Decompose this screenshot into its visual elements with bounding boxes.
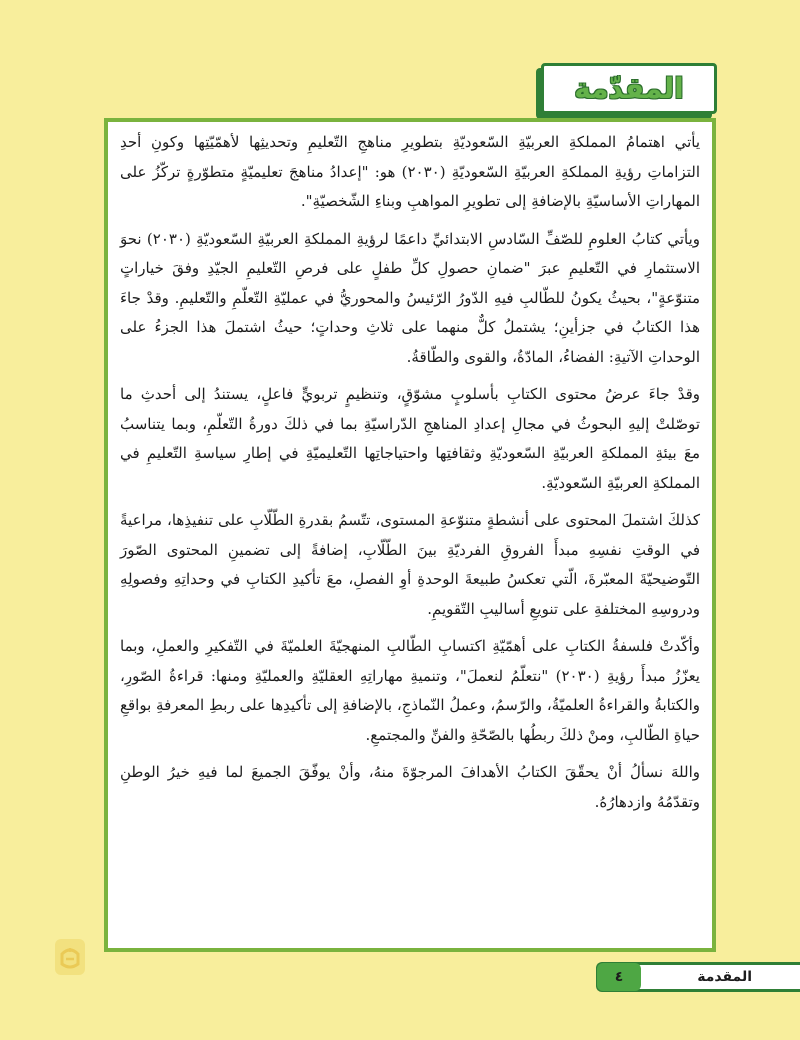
- paragraph-6: واللهَ نسألُ أنْ يحقّقَ الكتابُ الأهدافَ المرجوّةَ منهُ، وأنْ يوفّقَ الجميعَ لما فيهِ خيرُ الوطنِ وتقدّمُهُ وازدهارُهُ.: [120, 763, 700, 811]
- paragraph-4: كذلكَ اشتملَ المحتوى على أنشطةٍ متنوّعةِ المستوى، تتّسمُ بقدرةِ الطّلّابِ على تنفيذِها، مراعيةً في الوقتِ نفسِهِ مبدأَ الفروقِ الفرديّةِ بينَ الطّلّابِ، إضافةً إلى تضمينِ المحتوى الصّورَ التّوضيحيّةَ المعبّرةَ، الّتي تعكسُ طبيعةَ الوحدةِ أوِ الفصلِ، معَ تأكيدِ الكتابِ في وحداتِهِ وفصولِهِ ودروسِهِ المختلفةِ على تنويعِ أساليبِ التّقويمِ.: [120, 511, 700, 618]
- page-title-box: [541, 63, 717, 114]
- publisher-logo-icon: [55, 939, 85, 975]
- footer-section-label: المقدمة: [697, 969, 752, 985]
- paragraph-1: يأتي اهتمامُ المملكةِ العربيّةِ السّعوديّةِ بتطويرِ مناهجِ التّعليمِ وتحديثِها لأهمّيّتِها وكونِ أحدِ التزاماتِ رؤيةِ المملكةِ العربيّةِ السّعوديّةِ (٢٠٣٠) هو: "إعدادُ مناهجَ تعليميّةٍ متطوّرةٍ تركّزُ على المهاراتِ الأساسيّةِ بالإضافةِ إلى تطويرِ المواهبِ وبناءِ الشّخصيّةِ".: [120, 133, 700, 210]
- content-panel: [104, 118, 716, 952]
- paragraph-3: وقدْ جاءَ عرضُ محتوى الكتابِ بأسلوبٍ مشوّقٍ، وتنظيمٍ تربويٍّ فاعلٍ، يستندُ إلى أحدثِ ما توصّلتْ إليهِ البحوثُ في مجالِ إعدادِ المناهجِ الدّراسيّةِ بما في ذلكَ دورةُ التّعلّمِ، وبما يتناسبُ معَ بيئةِ المملكةِ العربيّةِ السّعوديّةِ وثقافتِها واحتياجاتِها التّعليميّةِ في إطارِ سياسةِ التّعليمِ في المملكةِ العربيّةِ السّعوديّةِ.: [120, 385, 700, 492]
- page-title: المقدّمة: [574, 72, 684, 105]
- content-text: [120, 128, 700, 942]
- paragraph-5: وأكّدتْ فلسفةُ الكتابِ على أهمّيّةِ اكتسابِ الطّالبِ المنهجيّةَ العلميّةَ في التّفكيرِ والعملِ، وبما يعزّزُ مبدأَ رؤيةِ (٢٠٣٠) "نتعلّمُ لنعملَ"، وتنميةِ مهاراتِهِ العقليّةِ والعمليّةِ ومنها: قراءةُ الصّورِ، والكتابةُ والقراءةُ العلميّةُ، والرّسمُ، وعملُ النّماذجِ، بالإضافةِ إلى تأكيدِها على ربطِ المعرفةِ بواقعِ حياةِ الطّالبِ، ومنْ ذلكَ ربطُها بالصّحّةِ والفنِّ والمجتمعِ.: [120, 637, 700, 744]
- publisher-logo-icon-graphic: [57, 942, 83, 972]
- paragraph-2: ويأتي كتابُ العلومِ للصّفِّ السّادسِ الابتدائيِّ داعمًا لرؤيةِ المملكةِ العربيّةِ السّعوديّةِ (٢٠٣٠) نحوَ الاستثمارِ في التّعليمِ عبرَ "ضمانِ حصولِ كلِّ طفلٍ على فرصِ التّعليمِ الجيّدِ وفقَ خياراتٍ متنوّعةٍ"، بحيثُ يكونُ للطّالبِ فيهِ الدّورُ الرّئيسُ والمحوريُّ في عمليّةِ التّعلّمِ والتّعليمِ. وقدْ جاءَ هذا الكتابُ في جزأينِ؛ يشتملُ كلٌّ منهما على ثلاثِ وحداتٍ؛ حيثُ اشتملَ هذا الجزءُ على الوحداتِ الآتيةِ: الفضاءُ، المادّةُ، والقوى والطّاقةُ.: [120, 229, 700, 366]
- page-number: ٤: [597, 963, 641, 991]
